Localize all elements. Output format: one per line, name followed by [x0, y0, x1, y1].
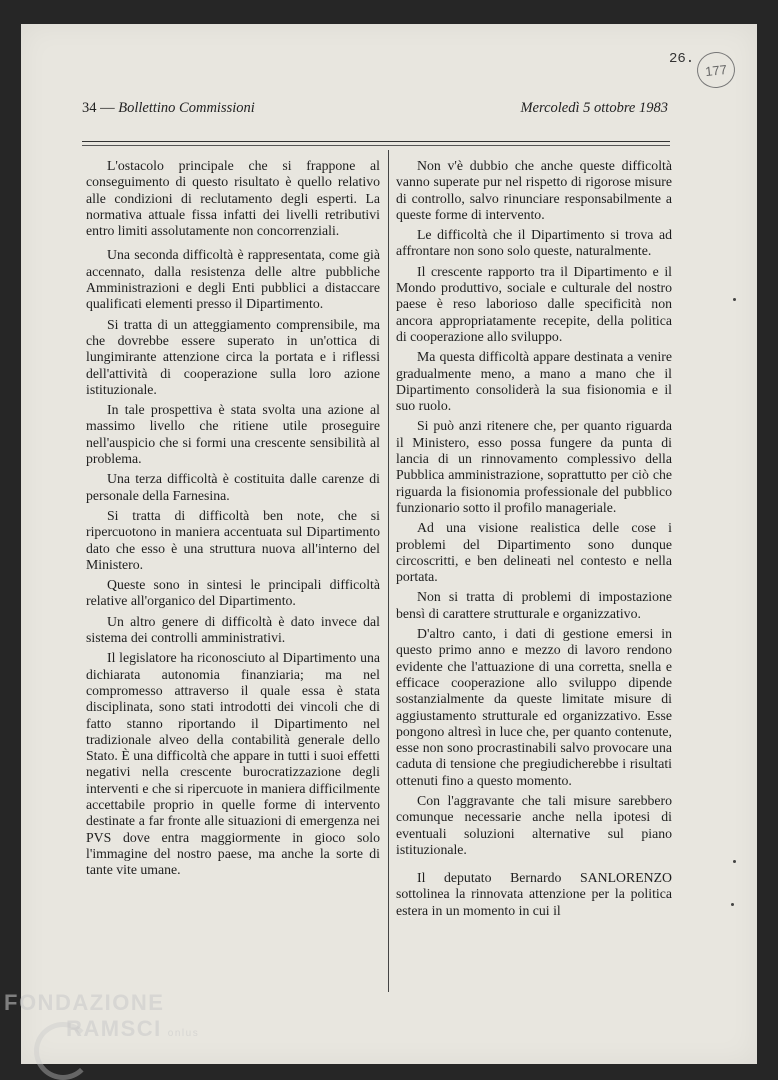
paragraph: Un altro genere di difficoltà è dato invece dal sistema dei controlli amministrativi.	[86, 613, 380, 646]
margin-mark	[731, 903, 734, 906]
paragraph: D'altro canto, i dati di gestione emersi in questo primo anno e mezzo di lavoro rendono evidente che l'attuazione di una corretta, snella e efficace cooperazione allo sviluppo dipende sostanzialmente da queste limitate misure di aggiustamento strutturale ed organizzativo. Esse pongono altresì in luce che, per quanto contenute, esse non sono procrastinabili salvo provocare una caduta di tensione che pregiudicherebbe i risultati ottenuti fino a questo momento.	[396, 626, 672, 788]
paragraph: Una seconda difficoltà è rappresentata, come già accennato, dalla resistenza delle altre pubbliche Amministrazioni e degli Enti pubblici a distaccare qualificati elementi presso il Dipartimento.	[86, 247, 380, 312]
header-page-number: 34	[82, 100, 97, 116]
column-divider	[388, 150, 389, 992]
paragraph: Queste sono in sintesi le principali difficoltà relative all'organico del Dipartimento.	[86, 577, 380, 609]
header-bulletin-title: Bollettino Commissioni	[118, 100, 255, 116]
margin-mark	[733, 298, 736, 301]
margin-mark	[733, 860, 736, 863]
paragraph: Si può anzi ritenere che, per quanto riguarda il Ministero, esso possa fungere da punta di lancia di un rinnovamento complessivo della Pubblica amministrazione, soprattutto per ciò che riguarda la fisionomia professionale del pubblico funzionario sotto il profilo manageriale.	[396, 418, 672, 515]
paragraph: In tale prospettiva è stata svolta una azione al massimo livello che ritiene utile proseguire nell'auspicio che si formi una crescente sensibilità al problema.	[86, 402, 380, 467]
paragraph: Ad una visione realistica delle cose i problemi del Dipartimento sono dunque circoscritti, e ben delineati nel contesto e nella portata.	[396, 520, 672, 585]
header-rule-thin	[82, 145, 670, 146]
paragraph: Il legislatore ha riconosciuto al Dipartimento una dichiarata autonomia finanziaria; ma nel compromesso attraverso il quale essa è stata disciplinata, sono stati introdotti dei vincoli che di fatto stanno riportando il Dipartimento nel tradizionale alveo della contabilità generale dello Stato. È una difficoltà che appare in tutti i suoi effetti negativi nella crescente burocratizzazione degli interventi e che si ripercuote in maniera difficilmente accettabile proprio in quelle forme di intervento destinate a far fronte alle situazioni di emergenza nei PVS dove entra maggiormente in gioco solo l'immagine del nostro paese, ma anche la sorte di tante vite umane.	[86, 650, 380, 878]
header-left	[82, 100, 255, 117]
right-column	[396, 158, 672, 923]
paragraph: Il deputato Bernardo SANLORENZO sottolinea la rinnovata attenzione per la politica estera in un momento in cui il	[396, 870, 672, 918]
header-dash: —	[100, 100, 115, 116]
watermark-onlus: onlus	[167, 1028, 200, 1039]
watermark	[4, 992, 199, 1040]
header-date: Mercoledì 5 ottobre 1983	[520, 100, 668, 116]
paragraph: L'ostacolo principale che si frappone al conseguimento di questo risultato è quello relativo alle condizioni di reclutamento degli esperti. La normativa attuale fissa infatti dei livelli retributivi entro limiti assolutamente non concorrenziali.	[86, 158, 380, 239]
paragraph: Il crescente rapporto tra il Dipartimento e il Mondo produttivo, sociale e culturale del nostro paese è reso laborioso dalle specificità non ancora appropriatamente recepite, della politica di cooperazione allo sviluppo.	[396, 263, 672, 344]
paragraph: Si tratta di difficoltà ben note, che si ripercuotono in maniera accentuata sul Dipartimento dato che esso è una struttura nuova all'interno del Ministero.	[86, 507, 380, 572]
paragraph: Non si tratta di problemi di impostazione bensì di carattere strutturale e organizzativo.	[396, 589, 672, 621]
watermark-line2	[66, 1018, 199, 1040]
paragraph: Una terza difficoltà è costituita dalle carenze di personale della Farnesina.	[86, 471, 380, 503]
paragraph: Si tratta di un atteggiamento comprensibile, ma che dovrebbe essere superato in un'ottica di lungimirante attenzione circa la portata e i riflessi dell'attività di cooperazione sulla loro azione istituzionale.	[86, 316, 380, 397]
paragraph: Ma questa difficoltà appare destinata a venire gradualmente meno, a mano a mano che il Dipartimento consoliderà la sua fisionomia e il suo ruolo.	[396, 349, 672, 414]
archive-stamp: 177	[695, 50, 737, 90]
paragraph: Le difficoltà che il Dipartimento si trova ad affrontare non sono solo queste, naturalmente.	[396, 227, 672, 259]
watermark-line2-text: RAMSCI	[66, 1016, 162, 1041]
header-rule	[82, 141, 670, 142]
archive-page-number: 26.	[669, 51, 695, 67]
watermark-line1: FONDAZIONE	[4, 990, 165, 1015]
paragraph: Non v'è dubbio che anche queste difficoltà vanno superate pur nel rispetto di rigorose misure di controllo, salvo rinunciare responsabilmente a queste forme di intervento.	[396, 158, 672, 222]
running-header	[82, 100, 668, 117]
left-column	[86, 158, 380, 882]
paragraph: Con l'aggravante che tali misure sarebbero comunque necessarie anche nella ipotesi di eventuali soluzioni alternative sul piano istituzionale.	[396, 792, 672, 857]
